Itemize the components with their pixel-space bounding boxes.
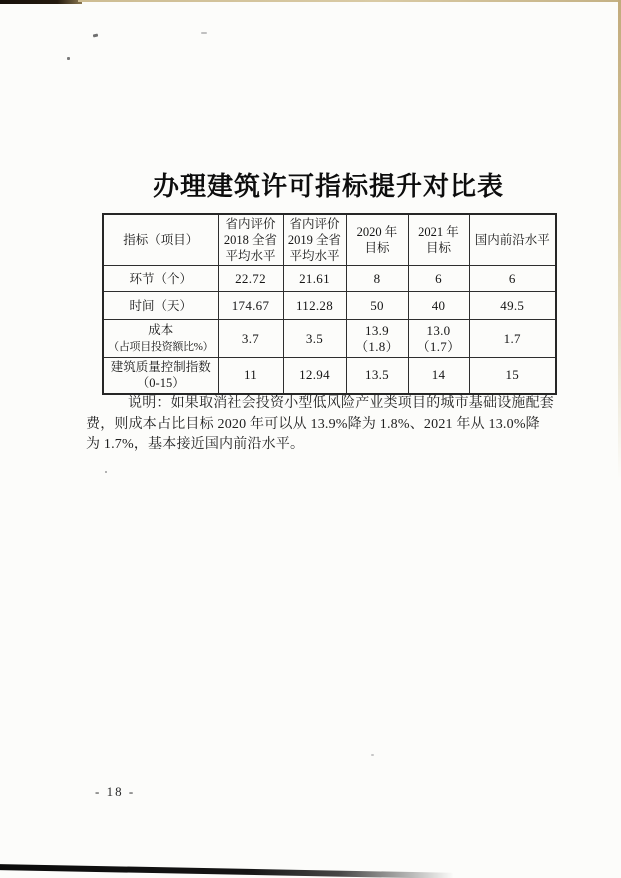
scan-speck [93, 34, 99, 38]
value-cell: 6 [408, 266, 469, 292]
value-cell: 8 [346, 266, 408, 292]
value-cell: 11 [218, 358, 283, 394]
label-cell: 环节（个） [103, 266, 218, 292]
value-cell: 21.61 [283, 266, 346, 292]
table-header-row [103, 214, 556, 266]
page-number: - 18 - [95, 784, 136, 799]
note-line: 为 1.7%，基本接近国内前沿水平。 [86, 437, 305, 452]
value-cell: 22.72 [218, 266, 283, 292]
value-cell: 3.5 [283, 320, 346, 358]
note-line: 费，则成本占比目标 2020 年可以从 13.9%降为 1.8%、2021 年从 13.0%降 [86, 416, 540, 432]
scan-edge-top-dark [0, 0, 82, 4]
scan-speck [371, 754, 374, 756]
value-cell: 6 [469, 266, 556, 292]
page-title: 办理建筑许可指标提升对比表 [152, 171, 504, 201]
table-row-steps [103, 266, 556, 292]
table-row-quality-index [103, 358, 556, 394]
label-subline: （0-15） [136, 376, 185, 391]
value-cell: 3.7 [218, 320, 283, 358]
value-cell: 49.5 [469, 292, 556, 320]
scan-edge-top-tan [78, 0, 621, 2]
table-row-time [103, 292, 556, 320]
comparison-table [102, 213, 557, 395]
value-cell: 13.0 （1.7） [408, 320, 469, 358]
label-cell [103, 320, 218, 358]
header-2018-avg: 省内评价 2018 全省 平均水平 [218, 214, 283, 266]
table-row-cost [103, 320, 556, 358]
value-cell: 13.9 （1.8） [346, 320, 408, 358]
header-2019-avg: 省内评价 2019 全省 平均水平 [283, 214, 346, 266]
value-cell: 50 [346, 292, 408, 320]
header-frontier: 国内前沿水平 [469, 214, 556, 266]
scan-speck [201, 32, 207, 34]
header-indicator: 指标（项目） [103, 214, 218, 266]
value-cell: 174.67 [218, 292, 283, 320]
scan-speck [67, 57, 70, 60]
header-2020-target: 2020 年 目标 [346, 214, 408, 266]
value-cell: 1.7 [469, 320, 556, 358]
value-cell: 12.94 [283, 358, 346, 394]
label-cell: 时间（天） [103, 292, 218, 320]
value-cell: 14 [408, 358, 469, 394]
value-cell: 15 [469, 358, 556, 394]
scan-edge-bottom-shadow [0, 864, 454, 878]
scan-speck [105, 471, 107, 473]
label-line: 成本 [148, 323, 174, 337]
value-cell: 40 [408, 292, 469, 320]
value-cell: 13.5 [346, 358, 408, 394]
label-cell [103, 358, 218, 394]
label-line: 建筑质量控制指数 [110, 360, 211, 375]
note-line: 说明：如果取消社会投资小型低风险产业类项目的城市基础设施配套 [128, 396, 554, 411]
header-2021-target: 2021 年 目标 [408, 214, 469, 266]
label-subline: （占项目投资额比%） [108, 341, 214, 353]
value-cell: 112.28 [283, 292, 346, 320]
note-paragraph [86, 394, 560, 456]
